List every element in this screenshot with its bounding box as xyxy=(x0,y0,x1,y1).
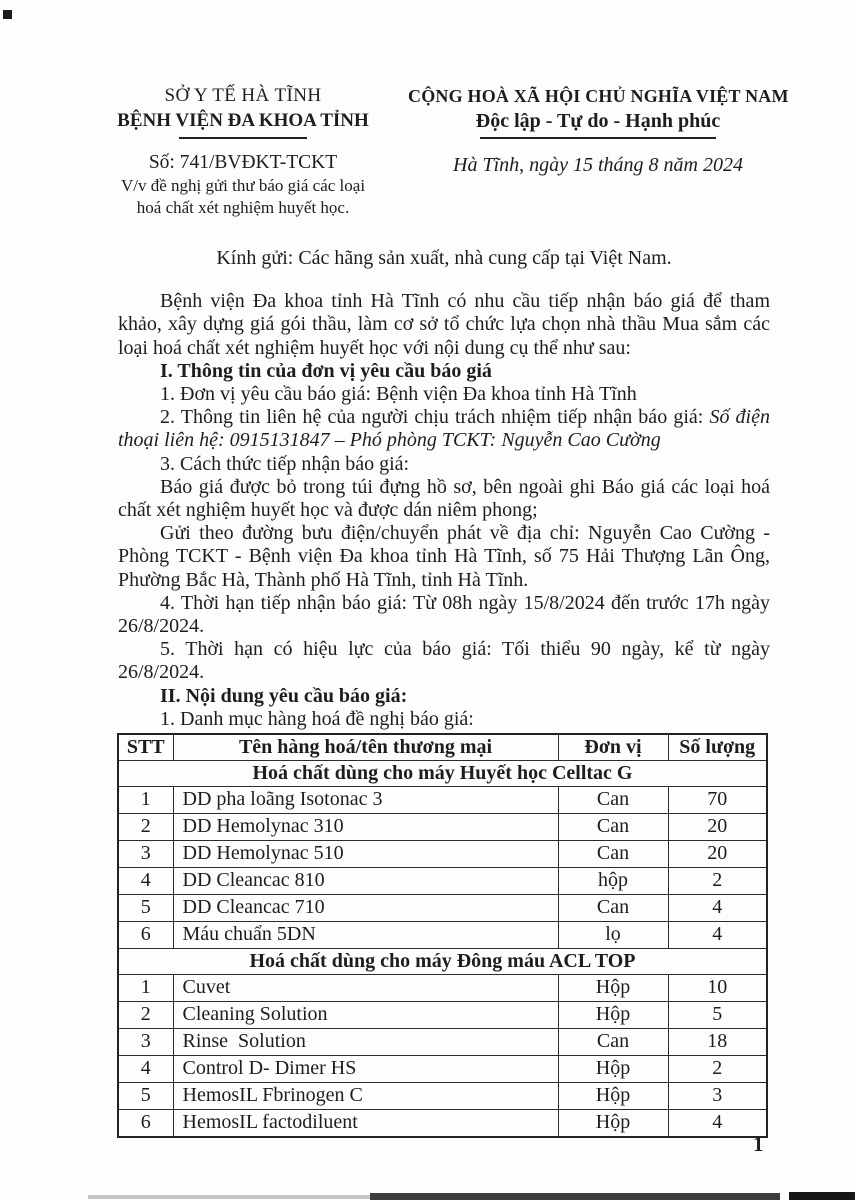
cell-quantity: 5 xyxy=(668,1002,767,1029)
subject-line-2: hoá chất xét nghiệm huyết học. xyxy=(136,198,350,217)
item-3: 3. Cách thức tiếp nhận báo giá: xyxy=(160,452,410,475)
table-section-title: Hoá chất dùng cho máy Đông máu ACL TOP xyxy=(118,949,767,975)
scan-artifact-bottom-bar-black xyxy=(789,1192,855,1200)
cell-unit: Can xyxy=(558,814,668,841)
cell-stt: 3 xyxy=(118,841,173,868)
cell-unit: Can xyxy=(558,787,668,814)
cell-quantity: 20 xyxy=(668,814,767,841)
cell-stt: 1 xyxy=(118,787,173,814)
cell-product-name: HemosIL factodiluent xyxy=(173,1110,558,1138)
cell-stt: 4 xyxy=(118,868,173,895)
table-row xyxy=(118,868,767,895)
cell-stt: 6 xyxy=(118,1110,173,1138)
cell-quantity: 70 xyxy=(668,787,767,814)
item-2-text: 2. Thông tin liên hệ của người chịu trách nhiệm tiếp nhận báo giá: xyxy=(160,406,710,429)
item-2-contact-info: Số điện thoại liên hệ: 0915131847 – Phó phòng TCKT: Nguyễn Cao Cường xyxy=(118,406,770,452)
cell-unit: Hộp xyxy=(558,1110,668,1138)
letterhead xyxy=(0,0,855,219)
cell-quantity: 2 xyxy=(668,1056,767,1083)
cell-stt: 2 xyxy=(118,1002,173,1029)
cell-unit: Can xyxy=(558,895,668,922)
item-1: 1. Đơn vị yêu cầu báo giá: Bệnh viện Đa khoa tỉnh Hà Tĩnh xyxy=(160,383,637,406)
cell-stt: 4 xyxy=(118,1056,173,1083)
intro-paragraph: Bệnh viện Đa khoa tỉnh Hà Tĩnh có nhu cầu tiếp nhận báo giá để tham khảo, xây dựng giá gói thầu, làm cơ sở tổ chức lựa chọn nhà thầu Mua sắm các loại hoá chất xét nghiệm huyết học với nội dung cụ thể như sau: xyxy=(118,290,770,359)
salutation: Kính gửi: Các hãng sản xuất, nhà cung cấp tại Việt Nam. xyxy=(216,247,672,269)
table-section-row xyxy=(118,949,767,975)
cell-stt: 5 xyxy=(118,1083,173,1110)
cell-quantity: 20 xyxy=(668,841,767,868)
section-1-heading: I. Thông tin của đơn vị yêu cầu báo giá xyxy=(160,359,492,382)
national-motto-line-1: CỘNG HOÀ XÃ HỘI CHỦ NGHĨA VIỆT NAM xyxy=(408,86,789,106)
letter-body xyxy=(118,247,770,1138)
header-quantity: Số lượng xyxy=(668,734,767,761)
table-row xyxy=(118,787,767,814)
item-2 xyxy=(118,406,770,452)
page-number: 1 xyxy=(753,1132,764,1156)
national-motto-line-2: Độc lập - Tự do - Hạnh phúc xyxy=(475,110,721,132)
cell-unit: Hộp xyxy=(558,1056,668,1083)
table-section-title: Hoá chất dùng cho máy Huyết học Celltac G xyxy=(118,761,767,787)
motto-underline xyxy=(480,137,716,139)
table-section-row xyxy=(118,761,767,787)
cell-quantity: 10 xyxy=(668,975,767,1002)
cell-quantity: 4 xyxy=(668,1110,767,1138)
item-5: 5. Thời hạn có hiệu lực của báo giá: Tối thiểu 90 ngày, kể từ ngày 26/8/2024. xyxy=(118,638,770,684)
table-row xyxy=(118,1110,767,1138)
cell-product-name: Cleaning Solution xyxy=(173,1002,558,1029)
table-row xyxy=(118,841,767,868)
cell-quantity: 4 xyxy=(668,895,767,922)
cell-unit: Can xyxy=(558,841,668,868)
cell-unit: Hộp xyxy=(558,975,668,1002)
table-row xyxy=(118,975,767,1002)
table-row xyxy=(118,814,767,841)
item-3-paragraph-a: Báo giá được bỏ trong túi đựng hồ sơ, bên ngoài ghi Báo giá các loại hoá chất xét nghiệm huyết học và được dán niêm phong; xyxy=(118,475,770,522)
national-header-block xyxy=(408,84,788,219)
document-number: Số: 741/BVĐKT-TCKT xyxy=(148,152,338,173)
table-intro: 1. Danh mục hàng hoá đề nghị báo giá: xyxy=(160,707,474,730)
table-row xyxy=(118,1002,767,1029)
cell-stt: 2 xyxy=(118,814,173,841)
table-row xyxy=(118,1083,767,1110)
cell-product-name: Control D- Dimer HS xyxy=(173,1056,558,1083)
cell-quantity: 18 xyxy=(668,1029,767,1056)
cell-stt: 5 xyxy=(118,895,173,922)
cell-product-name: DD Hemolynac 310 xyxy=(173,814,558,841)
items-table xyxy=(117,733,768,1138)
cell-unit: Can xyxy=(558,1029,668,1056)
cell-product-name: HemosIL Fbrinogen C xyxy=(173,1083,558,1110)
header-stt: STT xyxy=(118,734,173,761)
cell-product-name: Cuvet xyxy=(173,975,558,1002)
section-2-heading: II. Nội dung yêu cầu báo giá: xyxy=(160,684,408,707)
parent-org-name: SỞ Y TẾ HÀ TĨNH xyxy=(164,85,322,106)
scan-artifact-topleft xyxy=(3,10,12,19)
cell-product-name: Rinse Solution xyxy=(173,1029,558,1056)
cell-quantity: 3 xyxy=(668,1083,767,1110)
cell-quantity: 2 xyxy=(668,868,767,895)
header-unit: Đơn vị xyxy=(558,734,668,761)
cell-product-name: DD Cleancac 810 xyxy=(173,868,558,895)
item-4: 4. Thời hạn tiếp nhận báo giá: Từ 08h ngày 15/8/2024 đến trước 17h ngày 26/8/2024. xyxy=(118,591,770,638)
subject-line-1: V/v đề nghị gửi thư báo giá các loại xyxy=(120,176,366,195)
items-table-body xyxy=(118,761,767,1138)
cell-stt: 1 xyxy=(118,975,173,1002)
table-row xyxy=(118,895,767,922)
table-row xyxy=(118,1029,767,1056)
scan-artifact-bottom-bar-dark xyxy=(370,1193,780,1200)
table-row xyxy=(118,1056,767,1083)
table-row xyxy=(118,922,767,949)
cell-product-name: DD Hemolynac 510 xyxy=(173,841,558,868)
issuer-block xyxy=(78,84,408,219)
cell-unit: Hộp xyxy=(558,1002,668,1029)
header-product-name: Tên hàng hoá/tên thương mại xyxy=(173,734,558,761)
table-header-row xyxy=(118,734,767,761)
scan-artifact-bottom-bar-light xyxy=(88,1195,370,1199)
cell-unit: hộp xyxy=(558,868,668,895)
cell-unit: Hộp xyxy=(558,1083,668,1110)
hospital-name: BỆNH VIỆN ĐA KHOA TỈNH xyxy=(117,110,369,131)
cell-product-name: Máu chuẩn 5DN xyxy=(173,922,558,949)
cell-stt: 6 xyxy=(118,922,173,949)
cell-stt: 3 xyxy=(118,1029,173,1056)
cell-product-name: DD pha loãng Isotonac 3 xyxy=(173,787,558,814)
cell-unit: lọ xyxy=(558,922,668,949)
issuer-underline xyxy=(179,137,307,139)
cell-quantity: 4 xyxy=(668,922,767,949)
place-and-date: Hà Tĩnh, ngày 15 tháng 8 năm 2024 xyxy=(453,154,743,176)
cell-product-name: DD Cleancac 710 xyxy=(173,895,558,922)
item-3-paragraph-b: Gửi theo đường bưu điện/chuyển phát về địa chỉ: Nguyễn Cao Cường - Phòng TCKT - Bệnh viện Đa khoa tỉnh Hà Tĩnh, số 75 Hải Thượng Lãn Ông, Phường Bắc Hà, Thành phố Hà Tĩnh, tỉnh Hà Tĩnh. xyxy=(118,522,770,591)
